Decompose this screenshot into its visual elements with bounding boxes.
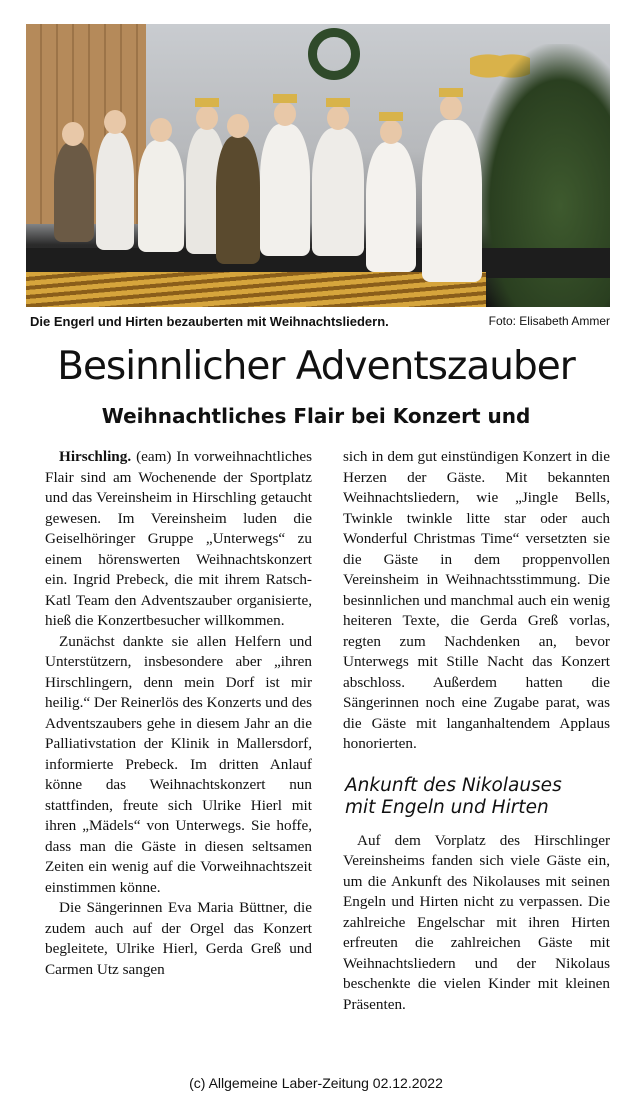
- photo-child-head: [196, 106, 218, 130]
- photo-child: [366, 142, 416, 272]
- article-subheadline: Weihnachtliches Flair bei Konzert und: [101, 404, 531, 428]
- photo-child-crown: [379, 112, 403, 121]
- article-column-right: [343, 447, 610, 1015]
- photo-child: [54, 142, 94, 242]
- photo-child-head: [327, 106, 349, 130]
- photo-child-head: [150, 118, 172, 142]
- photo-child-head: [104, 110, 126, 134]
- photo-child-head: [62, 122, 84, 146]
- article-paragraph: sich in dem gut einstündigen Konzert in die Herzen der Gäste. Mit bekannten Weihnachtsliedern, wie „Jingle Bells, Twinkle twinkle litte star oder auch Wonderful Christmas Time“ versetzten sie die Gäste in dem proppenvollen Vereinsheim in Weihnachtsstimmung. Die besinnlichen und manchmal auch ein wenig heiteren Texte, die Gerda Greß vorlas, regten zum Nachdenken an, bevor Unterwegs mit Stille Nacht das Konzert abschloss. Außerdem hatten die Sängerinnen noch eine Zugabe parat, was die Gäste mit langanhaltendem Applaus honorierten.: [343, 448, 610, 752]
- photo-child-head: [274, 102, 296, 126]
- article-paragraph: Auf dem Vorplatz des Hirschlinger Vereinsheims fanden sich viele Gäste ein, um die Ankunft des Nikolauses mit seinen Engeln und Hirten nicht zu verpassen. Die zahlreiche Engelschar mit ihren Hirten erfreuten die zahlreichen Gäste mit Weihnachtsliedern und der Nikolaus beschenkte die vielen Kinder mit kleinen Präsenten.: [343, 831, 610, 1013]
- photo-stage-front: [26, 272, 486, 307]
- photo-child-crown: [273, 94, 297, 103]
- article-paragraph: [45, 447, 312, 632]
- article-paragraph: Die Sängerinnen Eva Maria Büttner, die zudem auch auf der Orgel das Konzert begleitete, Ulrike Hierl, Gerda Greß und Carmen Utz sangen: [45, 899, 312, 978]
- photo-child: [422, 120, 482, 282]
- photo-child: [138, 140, 184, 252]
- photo-caption: [30, 314, 610, 332]
- photo-child: [260, 124, 310, 256]
- photo-child: [96, 132, 134, 250]
- article-dateline: Hirschling.: [59, 448, 132, 465]
- photo-child-crown: [195, 98, 219, 107]
- section-heading: Ankunft des Nikolauses mit Engeln und Hirten: [345, 774, 562, 818]
- photo-child-head: [227, 114, 249, 138]
- article-photo: [26, 24, 610, 307]
- caption-text: Die Engerl und Hirten bezauberten mit Weihnachtsliedern.: [30, 314, 389, 329]
- photo-child: [216, 136, 260, 264]
- paragraph-text: (eam) In vorweihnachtliches Flair sind am Wochenende der Sportplatz und das Vereinsheim in Hirschling getaucht gewesen. Im Vereinsheim luden die Geiselhöringer Gruppe „Unterwegs“ zu einem hörenswerten Weihnachtskonzert ein. Ingrid Prebeck, die mit ihrem Ratsch-Katl Team den Adventszauber organisierte, hieß die Konzertbesucher willkommen.: [45, 448, 312, 629]
- photo-child-head: [440, 96, 462, 120]
- photo-child-crown: [439, 88, 463, 97]
- caption-credit: Foto: Elisabeth Ammer: [488, 314, 610, 328]
- article-column-left: [45, 447, 312, 980]
- article-paragraph: Zunächst dankte sie allen Helfern und Unterstützern, insbesondere aber „ihren Hirschlingern, denn mein Dorf ist mir heilig.“ Der Reinerlös des Konzerts und des Adventszaubers gehe in diesem Jahr an die Palliativstation der Klinik in Mallersdorf, informierte Prebeck. Im dritten Anlauf könne das Weihnachtskonzert nun stattfinden, freute sich Ulrike Hierl mit ihren „Mädels“ von Unterwegs. Sie hoffe, dass man die Gäste in diesen seltsamen Zeiten ein wenig auf die Vorweihnachtszeit einstimmen könne.: [45, 632, 312, 896]
- photo-child-head: [380, 120, 402, 144]
- copyright-footer: (c) Allgemeine Laber-Zeitung 02.12.2022: [189, 1075, 443, 1091]
- photo-child: [312, 128, 364, 256]
- article-headline: Besinnlicher Adventszauber: [57, 344, 575, 389]
- photo-wreath: [308, 28, 360, 80]
- photo-child-crown: [326, 98, 350, 107]
